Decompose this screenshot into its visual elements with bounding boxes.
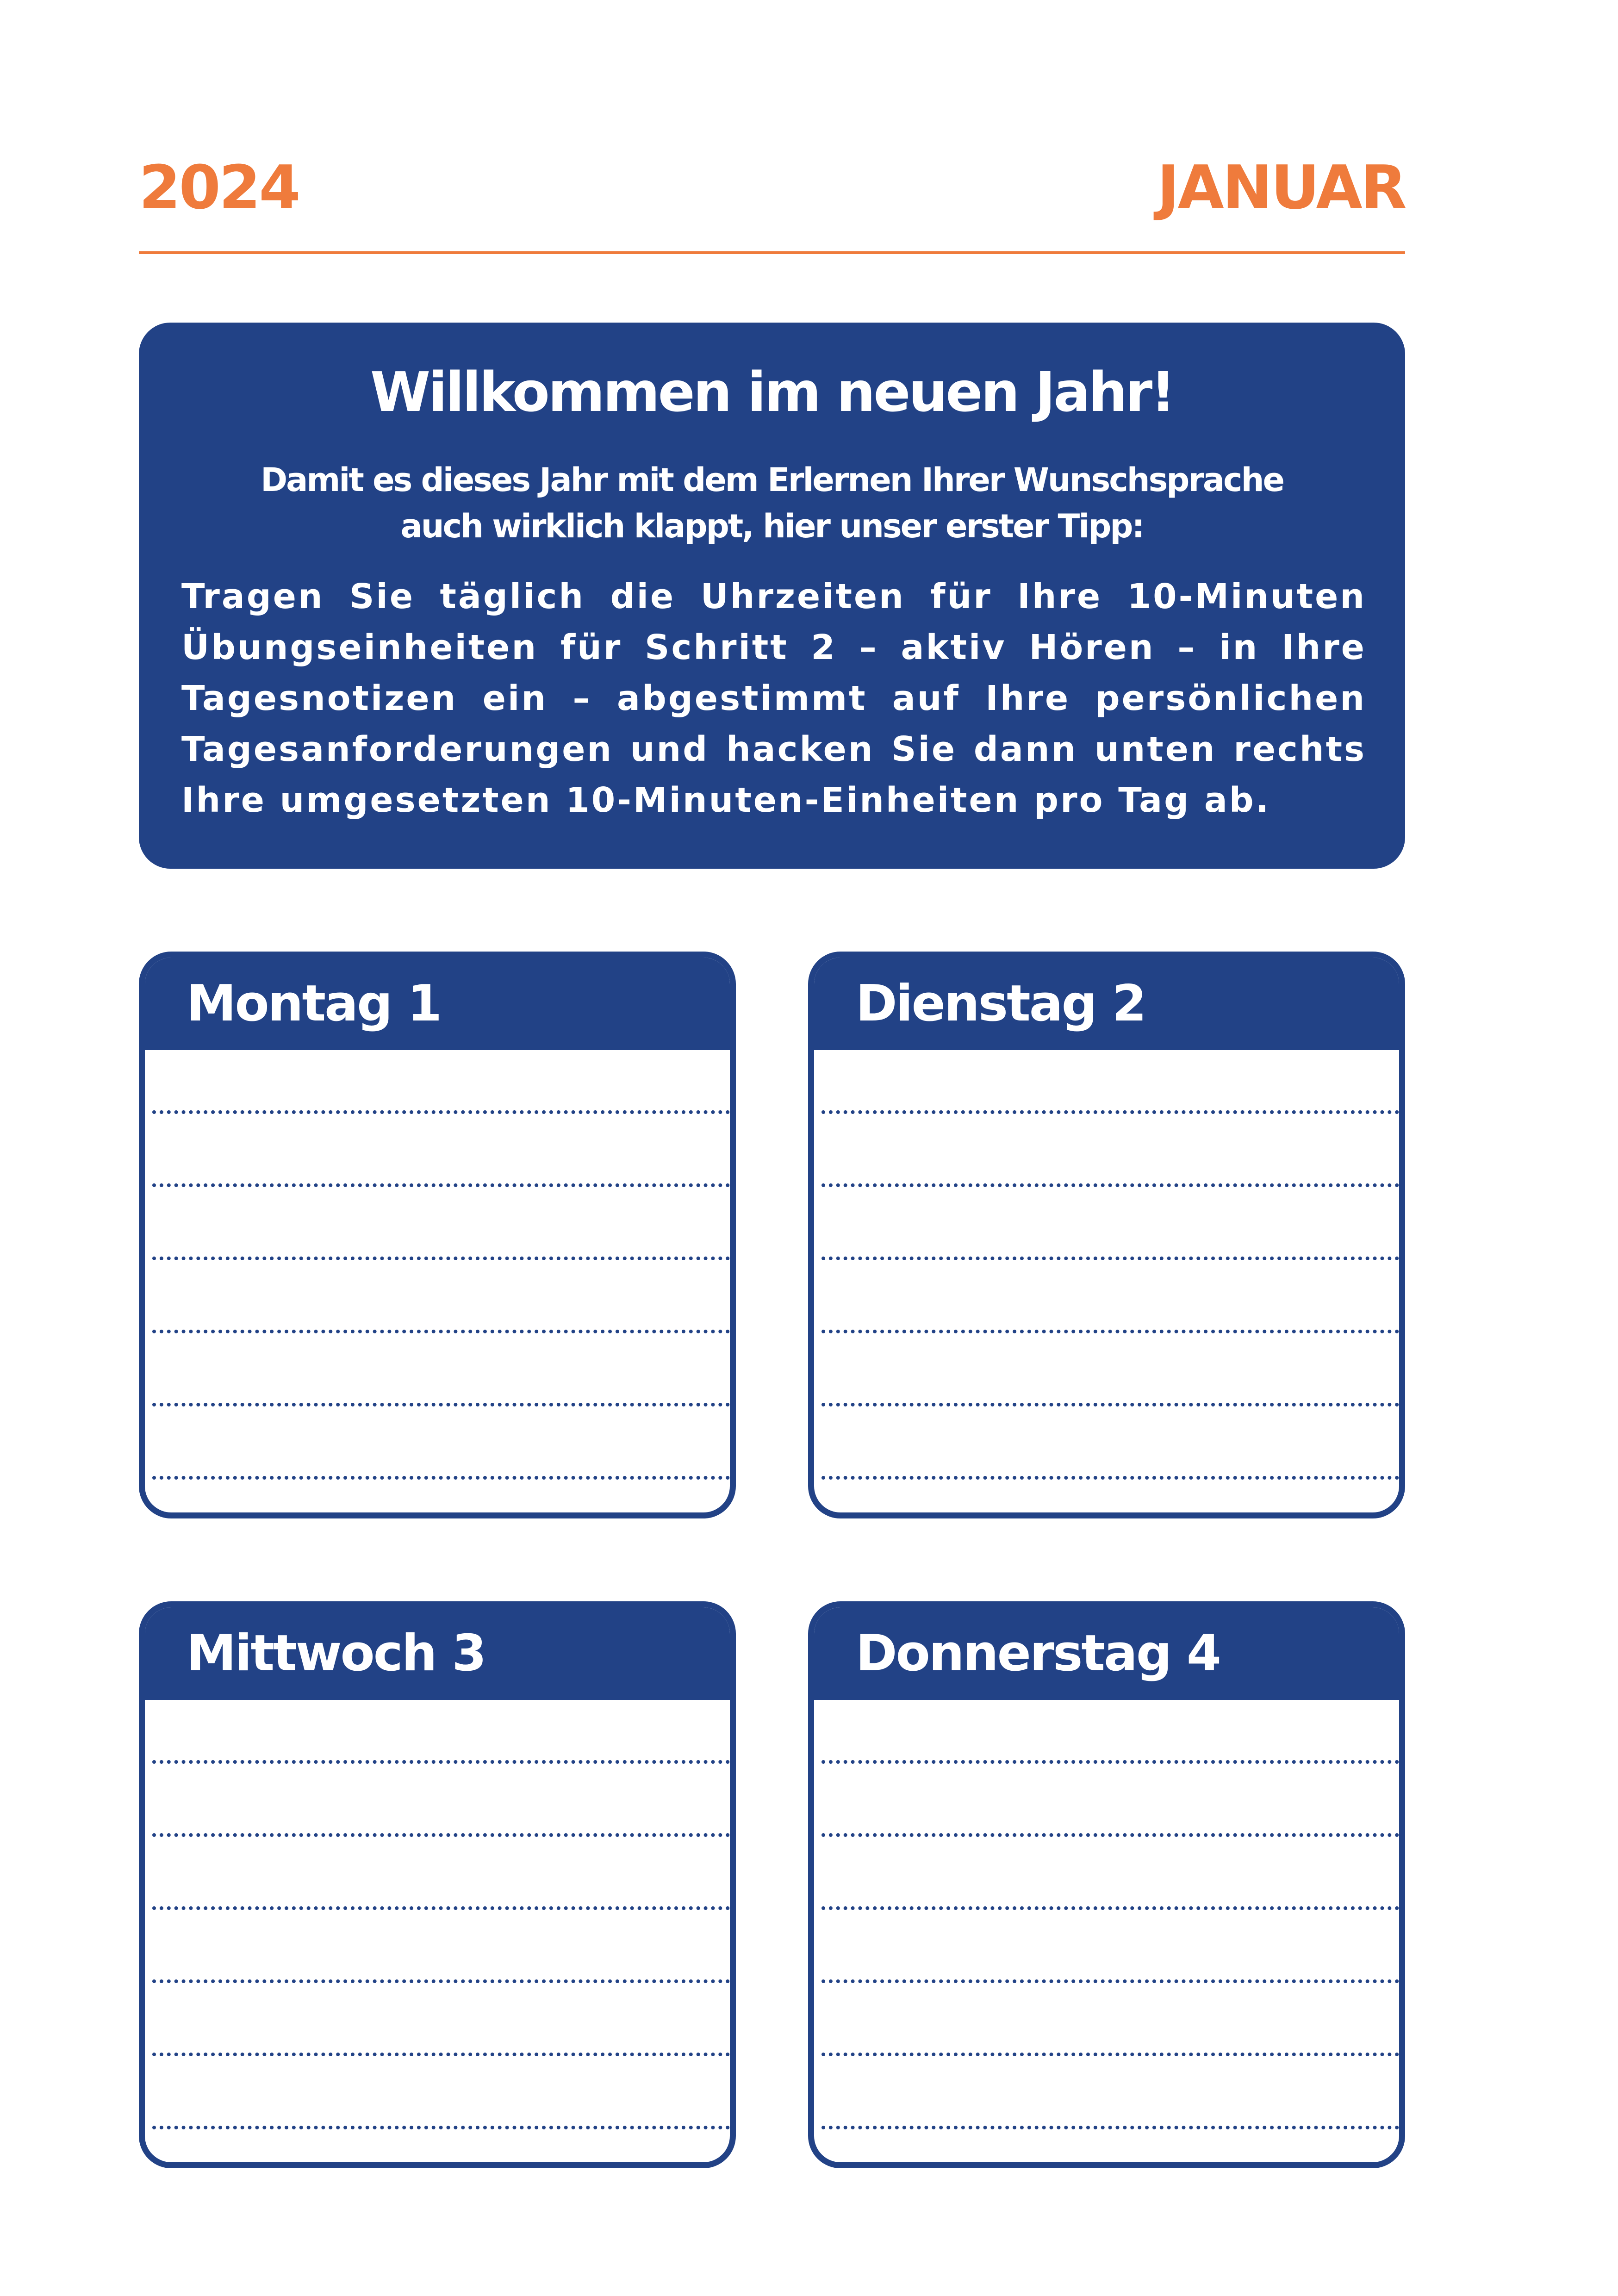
dotted-line — [152, 2053, 730, 2056]
day-card-title: Dienstag 2 — [814, 958, 1399, 1050]
day-card-wednesday — [139, 1601, 736, 2168]
dotted-line — [821, 1760, 1399, 1764]
dotted-line — [152, 2126, 730, 2129]
dotted-line — [821, 1183, 1399, 1187]
dotted-line — [152, 1257, 730, 1260]
intro-box — [139, 323, 1405, 869]
dotted-line — [821, 2126, 1399, 2129]
dotted-line — [152, 1833, 730, 1837]
dotted-line — [152, 1183, 730, 1187]
dotted-line — [821, 1330, 1399, 1333]
dotted-line — [821, 1476, 1399, 1480]
intro-title: Willkommen im neuen Jahr! — [370, 360, 1174, 424]
intro-body: Tragen Sie täglich die Uhrzeiten für Ihre 10-Minuten Übungseinheiten für Schritt 2 – aktiv Hören – in Ihre Tagesnotizen ein – abgestimmt auf Ihre persönlichen Tagesanforderungen und hacken Sie dann unten rechts Ihre umgesetzten 10-Minuten-Einheiten pro Tag ab. — [181, 577, 1366, 820]
dotted-line — [821, 1979, 1399, 1983]
dotted-line — [152, 1906, 730, 1910]
day-card-title: Donnerstag 4 — [814, 1607, 1399, 1700]
dotted-line — [821, 1906, 1399, 1910]
month-label: JANUAR — [1157, 152, 1405, 223]
dotted-line — [821, 1403, 1399, 1406]
intro-subtitle-line2: auch wirklich klappt, hier unser erster Tipp: — [400, 507, 1144, 545]
dotted-line — [821, 1110, 1399, 1114]
day-card-thursday — [808, 1601, 1405, 2168]
dotted-line — [152, 1403, 730, 1406]
dotted-line — [152, 1760, 730, 1764]
dotted-line — [152, 1110, 730, 1114]
dotted-line — [821, 1257, 1399, 1260]
dotted-line — [821, 2053, 1399, 2056]
dotted-line — [152, 1476, 730, 1480]
intro-subtitle — [139, 457, 1405, 549]
day-card-monday — [139, 952, 736, 1518]
dotted-line — [821, 1833, 1399, 1837]
header-divider — [139, 251, 1405, 254]
day-card-title: Mittwoch 3 — [145, 1607, 730, 1700]
dotted-line — [152, 1330, 730, 1333]
year-label: 2024 — [139, 152, 299, 223]
day-card-title: Montag 1 — [145, 958, 730, 1050]
intro-subtitle-line1: Damit es dieses Jahr mit dem Erlernen Ihrer Wunschsprache — [261, 461, 1283, 499]
dotted-line — [152, 1979, 730, 1983]
day-card-tuesday — [808, 952, 1405, 1518]
